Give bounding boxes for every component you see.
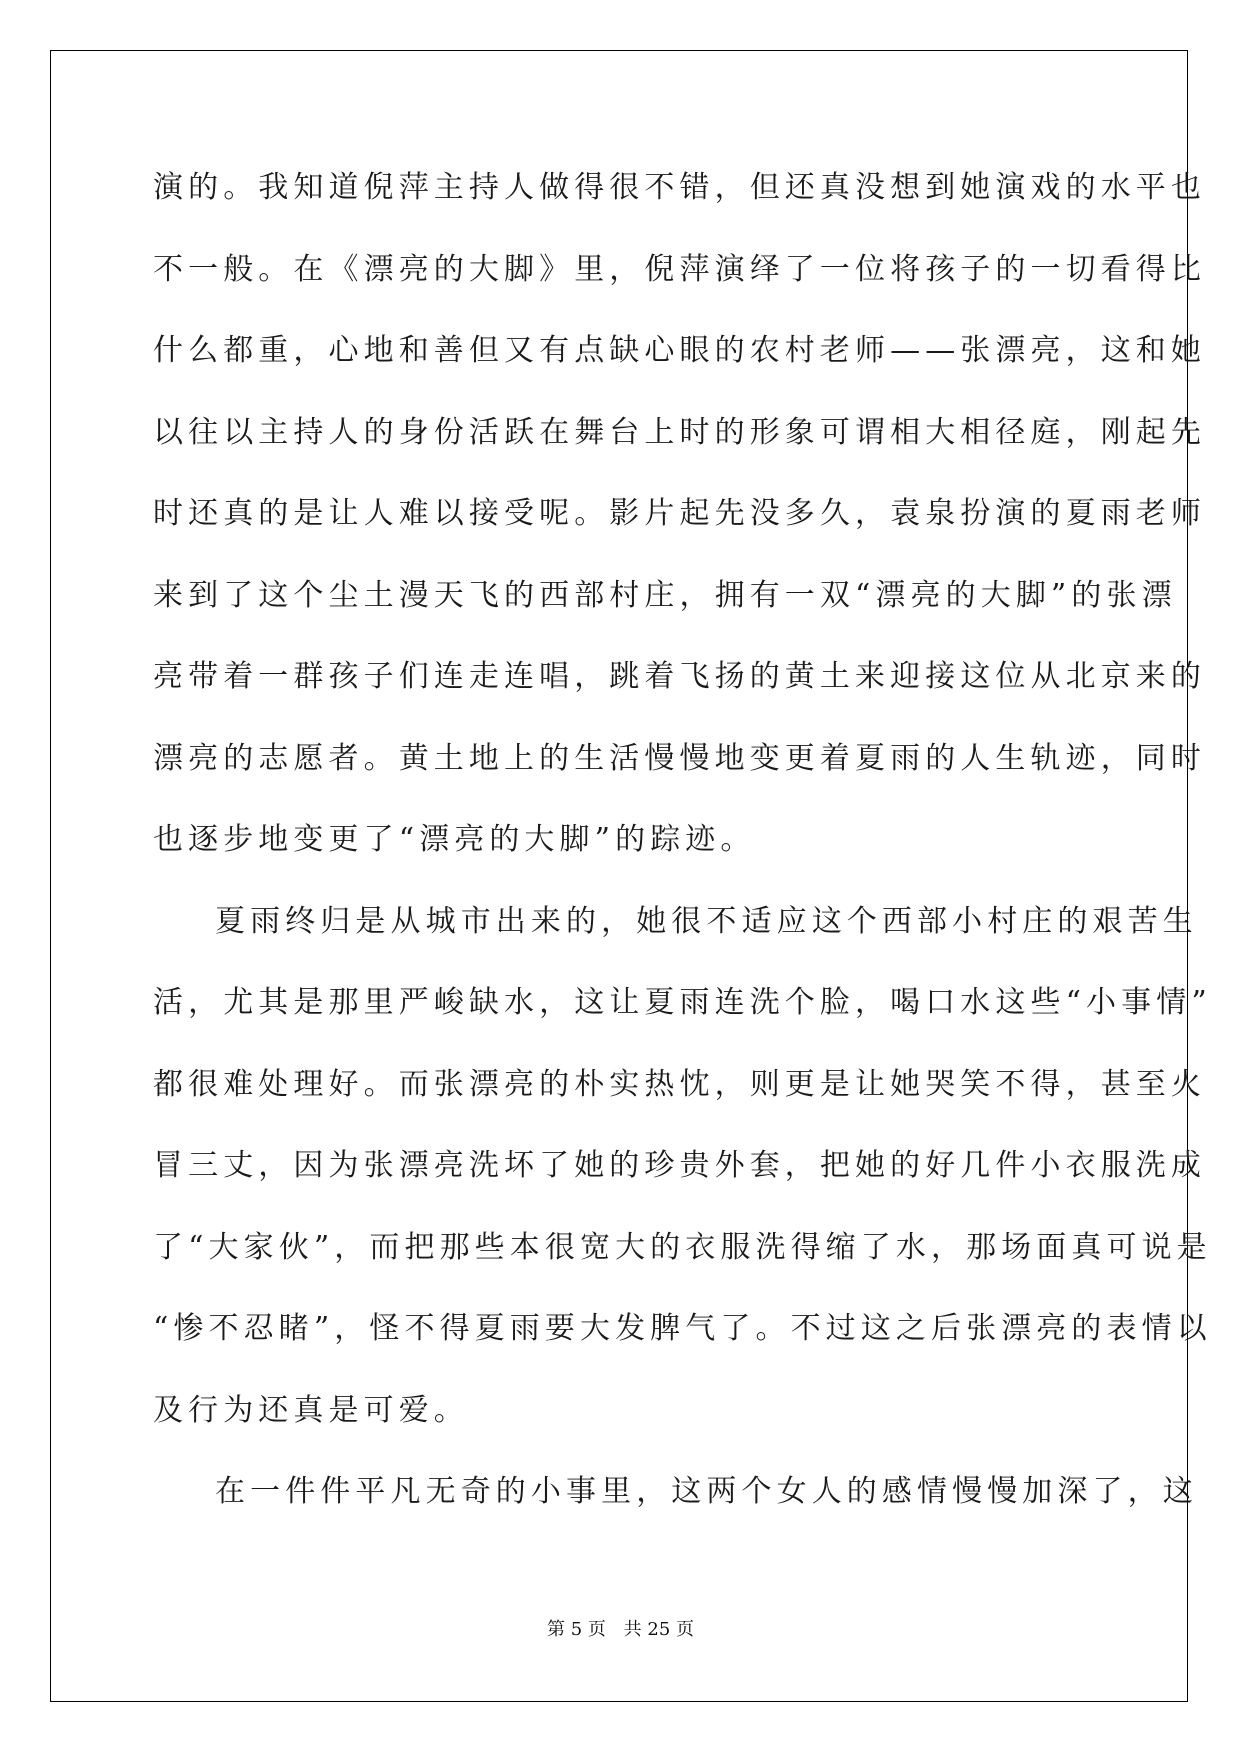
page-total: 共 25 页	[623, 1619, 694, 1640]
paragraph-start-line: 在一件件平凡无奇的小事里，这两个女人的感情慢慢加深了，这	[215, 1474, 1198, 1509]
text-line: 都很难处理好。而张漂亮的朴实热忱，则更是让她哭笑不得，甚至火	[153, 1066, 1206, 1102]
text-line: 冒三丈，因为张漂亮洗坏了她的珍贵外套，把她的好几件小衣服洗成	[153, 1148, 1206, 1183]
page-footer	[0, 1615, 1241, 1641]
text-line: 亮带着一群孩子们连走连唱，跳着飞扬的黄土来迎接这位从北京来的	[153, 659, 1206, 694]
text-line: 演的。我知道倪萍主持人做得很不错，但还真没想到她演戏的水平也	[153, 170, 1206, 205]
text-line: 以往以主持人的身份活跃在舞台上时的形象可谓相大相径庭，刚起先	[153, 414, 1206, 450]
text-line: 来到了这个尘土漫天飞的西部村庄，拥有一双“漂亮的大脚”的张漂	[153, 577, 1177, 613]
text-line: “惨不忍睹”，怪不得夏雨要大发脾气了。不过这之后张漂亮的表情以	[153, 1311, 1212, 1346]
paragraph-start-line: 夏雨终归是从城市出来的，她很不适应这个西部小村庄的艰苦生	[215, 903, 1198, 939]
text-line: 时还真的是让人难以接受呢。影片起先没多久，袁泉扮演的夏雨老师	[153, 496, 1206, 531]
text-line: 不一般。在《漂亮的大脚》里，倪萍演绎了一位将孩子的一切看得比	[153, 251, 1206, 287]
page-number: 第 5 页	[547, 1619, 606, 1640]
text-line: 了“大家伙”，而把那些本很宽大的衣服洗得缩了水，那场面真可说是	[153, 1229, 1212, 1265]
document-body	[153, 160, 1212, 1546]
text-line: 及行为还真是可爱。	[153, 1392, 469, 1428]
text-line: 也逐步地变更了“漂亮的大脚”的踪迹。	[153, 822, 756, 857]
text-line: 漂亮的志愿者。黄土地上的生活慢慢地变更着夏雨的人生轨迹，同时	[153, 740, 1206, 776]
text-line: 什么都重，心地和善但又有点缺心眼的农村老师——张漂亮，这和她	[153, 333, 1206, 368]
text-line: 活，尤其是那里严峻缺水，这让夏雨连洗个脸，喝口水这些“小事情”	[153, 985, 1212, 1020]
